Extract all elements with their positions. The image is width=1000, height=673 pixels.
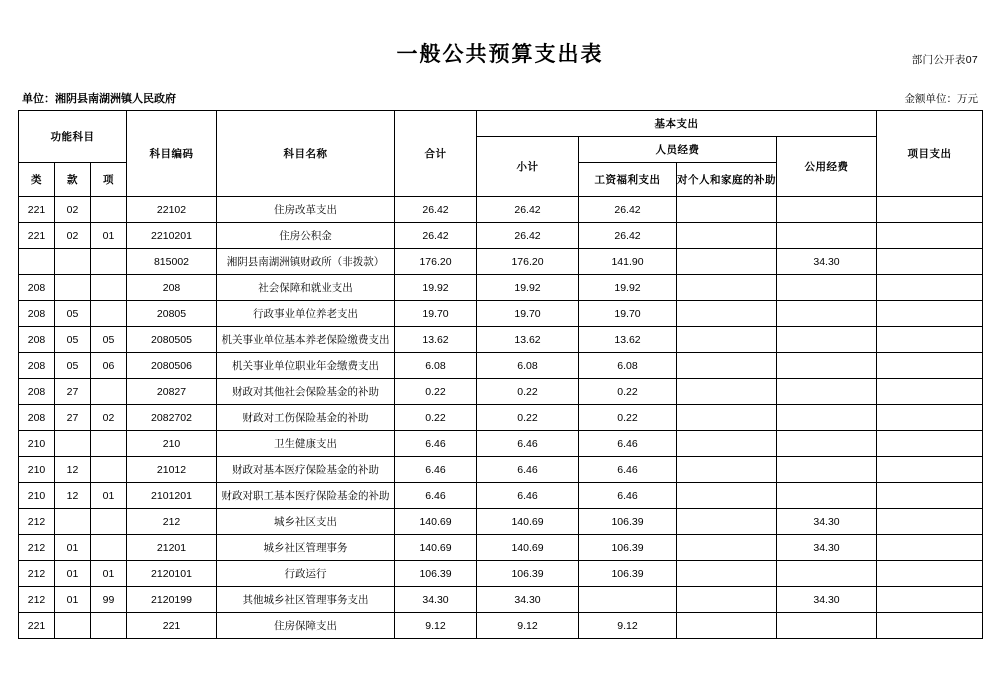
cell-salary-welfare: 19.92	[579, 275, 677, 301]
cell-salary-welfare: 106.39	[579, 535, 677, 561]
cell-subject-name: 机关事业单位基本养老保险缴费支出	[217, 327, 395, 353]
table-row	[19, 275, 983, 301]
cell-project-expenditure	[877, 483, 983, 509]
cell-item	[91, 301, 127, 327]
cell-total: 9.12	[395, 613, 477, 639]
cell-salary-welfare: 26.42	[579, 223, 677, 249]
cell-project-expenditure	[877, 379, 983, 405]
cell-section: 05	[55, 353, 91, 379]
cell-project-expenditure	[877, 275, 983, 301]
cell-salary-welfare: 106.39	[579, 561, 677, 587]
cell-subject-code: 2210201	[127, 223, 217, 249]
cell-family-subsidy	[677, 587, 777, 613]
cell-total: 6.46	[395, 457, 477, 483]
cell-item	[91, 457, 127, 483]
cell-class: 208	[19, 379, 55, 405]
cell-project-expenditure	[877, 535, 983, 561]
cell-public-funds: 34.30	[777, 587, 877, 613]
header-total: 合计	[395, 111, 477, 197]
cell-subtotal: 140.69	[477, 509, 579, 535]
cell-salary-welfare: 141.90	[579, 249, 677, 275]
header-section: 款	[55, 163, 91, 197]
cell-total: 0.22	[395, 405, 477, 431]
cell-section	[55, 431, 91, 457]
cell-total: 13.62	[395, 327, 477, 353]
cell-class: 212	[19, 535, 55, 561]
cell-class: 212	[19, 561, 55, 587]
cell-subject-name: 湘阴县南湖洲镇财政所（非拨款）	[217, 249, 395, 275]
table-row	[19, 249, 983, 275]
cell-subject-code: 212	[127, 509, 217, 535]
cell-class: 210	[19, 431, 55, 457]
cell-project-expenditure	[877, 249, 983, 275]
cell-subject-name: 机关事业单位职业年金缴费支出	[217, 353, 395, 379]
cell-salary-welfare: 26.42	[579, 197, 677, 223]
document-code: 部门公开表07	[911, 54, 978, 66]
cell-subject-code: 20805	[127, 301, 217, 327]
cell-subject-code: 2082702	[127, 405, 217, 431]
cell-subject-name: 城乡社区管理事务	[217, 535, 395, 561]
cell-subject-name: 住房保障支出	[217, 613, 395, 639]
cell-item	[91, 275, 127, 301]
cell-project-expenditure	[877, 353, 983, 379]
cell-section: 01	[55, 561, 91, 587]
cell-class: 208	[19, 405, 55, 431]
cell-public-funds: 34.30	[777, 535, 877, 561]
cell-family-subsidy	[677, 535, 777, 561]
cell-salary-welfare: 0.22	[579, 405, 677, 431]
cell-item: 06	[91, 353, 127, 379]
table-row	[19, 561, 983, 587]
header-subject-name: 科目名称	[217, 111, 395, 197]
cell-public-funds	[777, 483, 877, 509]
cell-section	[55, 509, 91, 535]
cell-subject-code: 208	[127, 275, 217, 301]
cell-subtotal: 106.39	[477, 561, 579, 587]
cell-item: 05	[91, 327, 127, 353]
header-function-subject: 功能科目	[19, 111, 127, 163]
cell-item	[91, 535, 127, 561]
cell-section: 02	[55, 223, 91, 249]
cell-family-subsidy	[677, 249, 777, 275]
cell-class: 212	[19, 587, 55, 613]
cell-project-expenditure	[877, 587, 983, 613]
cell-class: 221	[19, 613, 55, 639]
cell-section: 12	[55, 483, 91, 509]
cell-item	[91, 197, 127, 223]
cell-class: 208	[19, 327, 55, 353]
table-row	[19, 587, 983, 613]
cell-class: 221	[19, 197, 55, 223]
cell-subtotal: 34.30	[477, 587, 579, 613]
cell-subject-name: 财政对职工基本医疗保险基金的补助	[217, 483, 395, 509]
cell-subject-code: 2120101	[127, 561, 217, 587]
cell-public-funds: 34.30	[777, 509, 877, 535]
cell-family-subsidy	[677, 353, 777, 379]
cell-class: 210	[19, 457, 55, 483]
cell-subtotal: 26.42	[477, 223, 579, 249]
document-page	[0, 38, 1000, 673]
cell-subject-name: 住房改革支出	[217, 197, 395, 223]
cell-family-subsidy	[677, 405, 777, 431]
cell-salary-welfare: 106.39	[579, 509, 677, 535]
cell-public-funds: 34.30	[777, 249, 877, 275]
cell-subject-code: 815002	[127, 249, 217, 275]
table-row	[19, 197, 983, 223]
cell-subject-name: 住房公积金	[217, 223, 395, 249]
header-project-expenditure: 项目支出	[877, 111, 983, 197]
cell-item	[91, 249, 127, 275]
table-row	[19, 223, 983, 249]
cell-subtotal: 6.08	[477, 353, 579, 379]
table-row	[19, 535, 983, 561]
cell-section: 02	[55, 197, 91, 223]
cell-family-subsidy	[677, 431, 777, 457]
cell-family-subsidy	[677, 561, 777, 587]
cell-project-expenditure	[877, 509, 983, 535]
cell-public-funds	[777, 275, 877, 301]
cell-class	[19, 249, 55, 275]
cell-subject-name: 社会保障和就业支出	[217, 275, 395, 301]
cell-subject-code: 221	[127, 613, 217, 639]
cell-subject-code: 210	[127, 431, 217, 457]
cell-class: 221	[19, 223, 55, 249]
cell-salary-welfare: 19.70	[579, 301, 677, 327]
cell-total: 6.08	[395, 353, 477, 379]
cell-total: 19.70	[395, 301, 477, 327]
header-subject-code: 科目编码	[127, 111, 217, 197]
table-row	[19, 327, 983, 353]
cell-subject-name: 城乡社区支出	[217, 509, 395, 535]
cell-total: 26.42	[395, 223, 477, 249]
cell-family-subsidy	[677, 223, 777, 249]
cell-total: 6.46	[395, 431, 477, 457]
table-body	[19, 197, 983, 639]
cell-total: 34.30	[395, 587, 477, 613]
cell-item	[91, 431, 127, 457]
table-row	[19, 353, 983, 379]
cell-subject-name: 财政对基本医疗保险基金的补助	[217, 457, 395, 483]
cell-section: 05	[55, 301, 91, 327]
cell-total: 140.69	[395, 535, 477, 561]
cell-public-funds	[777, 353, 877, 379]
cell-item: 01	[91, 483, 127, 509]
cell-project-expenditure	[877, 457, 983, 483]
cell-public-funds	[777, 457, 877, 483]
meta-row	[18, 90, 982, 106]
cell-subject-code: 2080506	[127, 353, 217, 379]
cell-item: 01	[91, 223, 127, 249]
cell-subject-name: 财政对工伤保险基金的补助	[217, 405, 395, 431]
cell-section: 01	[55, 587, 91, 613]
amount-unit-label: 金额单位：万元	[904, 93, 978, 105]
cell-subtotal: 176.20	[477, 249, 579, 275]
table-row	[19, 483, 983, 509]
table-row	[19, 379, 983, 405]
cell-family-subsidy	[677, 379, 777, 405]
cell-subtotal: 19.92	[477, 275, 579, 301]
cell-subject-name: 行政事业单位养老支出	[217, 301, 395, 327]
page-title: 一般公共预算支出表	[396, 43, 604, 66]
cell-section: 27	[55, 379, 91, 405]
cell-subtotal: 0.22	[477, 379, 579, 405]
cell-item: 01	[91, 561, 127, 587]
cell-total: 19.92	[395, 275, 477, 301]
table-row	[19, 431, 983, 457]
header-family-subsidy: 对个人和家庭的补助	[677, 163, 777, 197]
cell-project-expenditure	[877, 405, 983, 431]
cell-project-expenditure	[877, 223, 983, 249]
header-item: 项	[91, 163, 127, 197]
cell-subject-name: 行政运行	[217, 561, 395, 587]
cell-project-expenditure	[877, 561, 983, 587]
cell-total: 106.39	[395, 561, 477, 587]
cell-project-expenditure	[877, 327, 983, 353]
cell-subtotal: 26.42	[477, 197, 579, 223]
cell-salary-welfare: 9.12	[579, 613, 677, 639]
cell-subject-name: 卫生健康支出	[217, 431, 395, 457]
cell-subject-code: 21012	[127, 457, 217, 483]
cell-section: 01	[55, 535, 91, 561]
cell-salary-welfare: 0.22	[579, 379, 677, 405]
cell-salary-welfare: 13.62	[579, 327, 677, 353]
cell-subject-code: 21201	[127, 535, 217, 561]
header-basic-expenditure: 基本支出	[477, 111, 877, 137]
cell-subject-code: 2080505	[127, 327, 217, 353]
cell-subject-code: 20827	[127, 379, 217, 405]
cell-family-subsidy	[677, 509, 777, 535]
cell-public-funds	[777, 405, 877, 431]
cell-salary-welfare: 6.46	[579, 457, 677, 483]
cell-total: 176.20	[395, 249, 477, 275]
cell-salary-welfare: 6.46	[579, 431, 677, 457]
cell-item: 99	[91, 587, 127, 613]
header-personnel-funds: 人员经费	[579, 137, 777, 163]
cell-subtotal: 9.12	[477, 613, 579, 639]
cell-item: 02	[91, 405, 127, 431]
header-subtotal: 小计	[477, 137, 579, 197]
cell-subject-code: 2101201	[127, 483, 217, 509]
cell-section	[55, 249, 91, 275]
cell-salary-welfare: 6.46	[579, 483, 677, 509]
cell-total: 6.46	[395, 483, 477, 509]
budget-table	[18, 110, 983, 639]
cell-public-funds	[777, 431, 877, 457]
cell-public-funds	[777, 301, 877, 327]
header-salary-welfare: 工资福利支出	[579, 163, 677, 197]
cell-project-expenditure	[877, 301, 983, 327]
cell-family-subsidy	[677, 327, 777, 353]
cell-family-subsidy	[677, 301, 777, 327]
cell-class: 208	[19, 353, 55, 379]
cell-salary-welfare	[579, 587, 677, 613]
cell-section	[55, 275, 91, 301]
cell-total: 140.69	[395, 509, 477, 535]
cell-total: 26.42	[395, 197, 477, 223]
cell-public-funds	[777, 561, 877, 587]
cell-section: 12	[55, 457, 91, 483]
cell-section: 27	[55, 405, 91, 431]
cell-class: 210	[19, 483, 55, 509]
cell-family-subsidy	[677, 275, 777, 301]
cell-public-funds	[777, 223, 877, 249]
cell-public-funds	[777, 197, 877, 223]
cell-project-expenditure	[877, 197, 983, 223]
table-row	[19, 509, 983, 535]
cell-class: 208	[19, 275, 55, 301]
cell-section: 05	[55, 327, 91, 353]
cell-total: 0.22	[395, 379, 477, 405]
header-class: 类	[19, 163, 55, 197]
table-row	[19, 405, 983, 431]
cell-public-funds	[777, 379, 877, 405]
cell-subtotal: 13.62	[477, 327, 579, 353]
cell-subject-name: 其他城乡社区管理事务支出	[217, 587, 395, 613]
cell-subtotal: 140.69	[477, 535, 579, 561]
cell-family-subsidy	[677, 483, 777, 509]
cell-subject-name: 财政对其他社会保险基金的补助	[217, 379, 395, 405]
table-row	[19, 457, 983, 483]
cell-public-funds	[777, 327, 877, 353]
table-row	[19, 301, 983, 327]
cell-subtotal: 19.70	[477, 301, 579, 327]
cell-subtotal: 6.46	[477, 483, 579, 509]
cell-salary-welfare: 6.08	[579, 353, 677, 379]
cell-family-subsidy	[677, 457, 777, 483]
cell-item	[91, 379, 127, 405]
cell-subtotal: 0.22	[477, 405, 579, 431]
cell-project-expenditure	[877, 431, 983, 457]
header-public-funds: 公用经费	[777, 137, 877, 197]
cell-class: 208	[19, 301, 55, 327]
unit-label: 单位：湘阴县南湖洲镇人民政府	[22, 93, 176, 105]
cell-class: 212	[19, 509, 55, 535]
cell-item	[91, 509, 127, 535]
cell-subject-code: 22102	[127, 197, 217, 223]
cell-subtotal: 6.46	[477, 457, 579, 483]
cell-subtotal: 6.46	[477, 431, 579, 457]
cell-subject-code: 2120199	[127, 587, 217, 613]
cell-family-subsidy	[677, 197, 777, 223]
